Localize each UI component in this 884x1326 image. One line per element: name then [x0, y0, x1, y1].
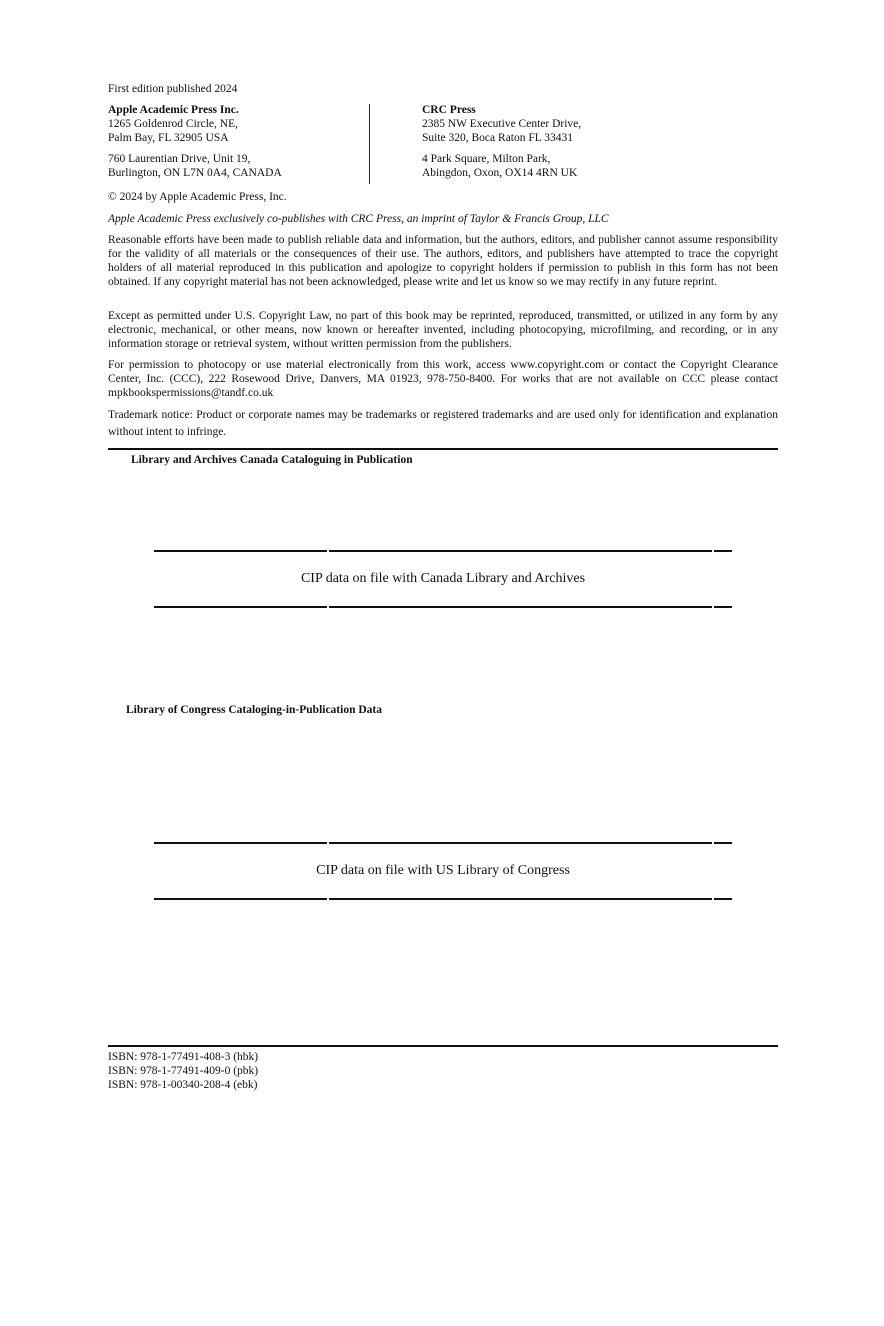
cip-rule	[154, 606, 732, 608]
edition-statement: First edition published 2024	[108, 83, 238, 95]
isbn-rule	[108, 1045, 778, 1047]
publisher-right-address-line: 2385 NW Executive Center Drive,	[422, 118, 582, 130]
us-cataloging-heading: Library of Congress Cataloging-in-Publication Data	[126, 704, 382, 716]
publisher-right-address-line: Abingdon, Oxon, OX14 4RN UK	[422, 167, 578, 179]
cip-rule	[154, 842, 732, 844]
trademark-paragraph: Trademark notice: Product or corporate names may be trademarks or registered trademarks and are used only for identification and explanation without intent to infringe.	[108, 409, 778, 438]
isbn-ebk: ISBN: 978-1-00340-208-4 (ebk)	[108, 1079, 258, 1091]
publisher-divider	[369, 104, 370, 184]
us-cip-text: CIP data on file with US Library of Congress	[316, 863, 570, 878]
publisher-left-name: Apple Academic Press Inc.	[108, 104, 239, 116]
publisher-right-address-line: Suite 320, Boca Raton FL 33431	[422, 132, 573, 144]
disclaimer-paragraph: Reasonable efforts have been made to publish reliable data and information, but the authors, editors, and publisher cannot assume responsibility for the validity of all materials or the consequences of their use. The authors, editors, and publishers have attempted to trace the copyright holders of all material reproduced in this publication and apologize to copyright holders if permission to publish in this form has not been obtained. If any copyright material has not been acknowledged, please write and let us know so we may rectify in any future reprint.	[108, 234, 778, 288]
canada-cataloguing-heading: Library and Archives Canada Cataloguing in Publication	[131, 454, 413, 466]
publisher-right-address-line: 4 Park Square, Milton Park,	[422, 153, 551, 165]
cip-rule	[154, 898, 732, 900]
isbn-list	[108, 1050, 258, 1092]
copublish-statement: Apple Academic Press exclusively co-publishes with CRC Press, an imprint of Taylor & Francis Group, LLC	[108, 213, 609, 225]
publisher-left-address-line: 1265 Goldenrod Circle, NE,	[108, 118, 238, 130]
section-rule	[108, 448, 778, 450]
canada-cip-text: CIP data on file with Canada Library and Archives	[300, 571, 586, 586]
publisher-left-address-line: Palm Bay, FL 32905 USA	[108, 132, 229, 144]
publisher-left-address-line: 760 Laurentian Drive, Unit 19,	[108, 153, 251, 165]
publisher-left-address-line: Burlington, ON L7N 0A4, CANADA	[108, 167, 282, 179]
copyright-notice: © 2024 by Apple Academic Press, Inc.	[108, 191, 287, 203]
cip-rule	[154, 550, 732, 552]
isbn-pbk: ISBN: 978-1-77491-409-0 (pbk)	[108, 1065, 259, 1077]
isbn-hbk: ISBN: 978-1-77491-408-3 (hbk)	[108, 1051, 259, 1063]
publisher-left	[108, 103, 358, 180]
permissions-paragraph: Except as permitted under U.S. Copyright Law, no part of this book may be reprinted, reproduced, transmitted, or utilized in any form by any electronic, mechanical, or other means, now known or hereafter invented, including photocopying, microfilming, and recording, or in any information storage or retrieval system, without written permission from the publishers.	[108, 310, 778, 350]
photocopy-paragraph: For permission to photocopy or use material electronically from this work, access www.copyright.com or contact the Copyright Clearance Center, Inc. (CCC), 222 Rosewood Drive, Danvers, MA 01923, 978-750-8400. For works that are not available on CCC please contact mpkbookspermissions@tandf.co.uk	[108, 359, 778, 399]
publisher-right	[422, 103, 672, 180]
publisher-right-name: CRC Press	[422, 104, 476, 116]
